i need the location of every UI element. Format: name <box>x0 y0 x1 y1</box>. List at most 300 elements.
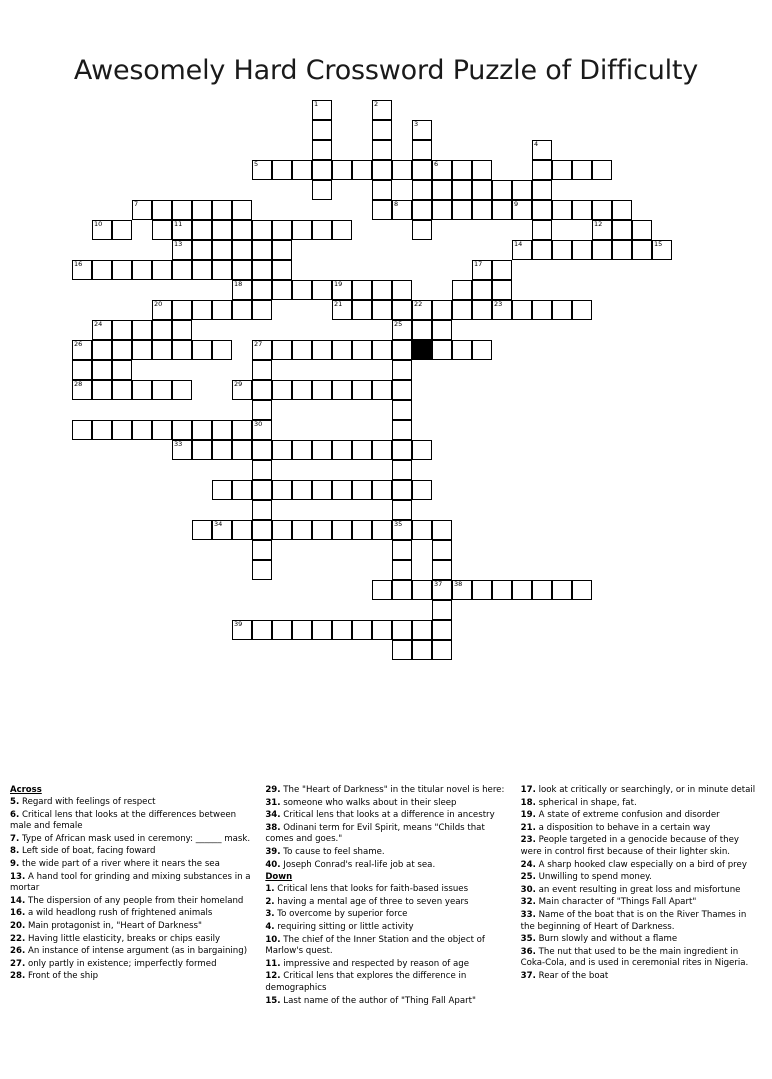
grid-cell[interactable] <box>132 380 152 400</box>
grid-cell[interactable] <box>92 260 112 280</box>
grid-cell[interactable] <box>252 300 272 320</box>
grid-cell[interactable] <box>472 340 492 360</box>
grid-cell[interactable] <box>292 480 312 500</box>
grid-cell[interactable] <box>112 420 132 440</box>
grid-cell[interactable] <box>172 420 192 440</box>
grid-cell[interactable] <box>272 480 292 500</box>
grid-cell[interactable] <box>392 320 412 340</box>
grid-cell[interactable] <box>532 240 552 260</box>
grid-cell[interactable] <box>92 420 112 440</box>
grid-cell[interactable] <box>392 580 412 600</box>
grid-cell[interactable] <box>212 340 232 360</box>
grid-cell-number: 24 <box>94 320 103 328</box>
grid-cell[interactable] <box>392 620 412 640</box>
grid-cell[interactable] <box>392 420 412 440</box>
grid-cell[interactable] <box>612 220 632 240</box>
grid-cell[interactable] <box>292 440 312 460</box>
grid-cell[interactable] <box>392 520 412 540</box>
grid-cell[interactable] <box>252 440 272 460</box>
grid-cell[interactable] <box>332 620 352 640</box>
grid-cell[interactable] <box>212 480 232 500</box>
grid-cell[interactable] <box>552 160 572 180</box>
grid-cell[interactable] <box>392 500 412 520</box>
grid-cell[interactable] <box>372 620 392 640</box>
grid-cell[interactable] <box>492 260 512 280</box>
grid-cell[interactable] <box>252 360 272 380</box>
grid-cell[interactable] <box>272 440 292 460</box>
grid-cell[interactable] <box>332 440 352 460</box>
clue-item-down-1: 2. having a mental age of three to seven years <box>265 896 469 907</box>
grid-cell[interactable] <box>392 360 412 380</box>
grid-cell[interactable] <box>152 300 172 320</box>
grid-cell[interactable] <box>312 520 332 540</box>
grid-cell[interactable] <box>232 380 252 400</box>
grid-cell[interactable] <box>132 320 152 340</box>
grid-cell[interactable] <box>312 120 332 140</box>
grid-cell[interactable] <box>372 200 392 220</box>
grid-cell[interactable] <box>332 480 352 500</box>
grid-cell[interactable] <box>352 440 372 460</box>
grid-cell[interactable] <box>252 540 272 560</box>
grid-cell[interactable] <box>332 220 352 240</box>
grid-cell[interactable] <box>152 420 172 440</box>
grid-cell[interactable] <box>192 220 212 240</box>
grid-cell[interactable] <box>412 440 432 460</box>
grid-cell[interactable] <box>172 300 192 320</box>
grid-cell[interactable] <box>172 220 192 240</box>
grid-cell-number: 13 <box>174 240 183 248</box>
grid-cell[interactable] <box>272 620 292 640</box>
grid-cell[interactable] <box>372 340 392 360</box>
grid-cell[interactable] <box>372 300 392 320</box>
clue-item-down-9: 18. spherical in shape, fat. <box>520 797 637 808</box>
clue-item-across-3: 8. Left side of boat, facing foward <box>10 846 156 857</box>
grid-cell[interactable] <box>432 640 452 660</box>
grid-cell[interactable] <box>192 200 212 220</box>
grid-cell[interactable] <box>352 380 372 400</box>
grid-cell[interactable] <box>632 220 652 240</box>
grid-cell[interactable] <box>412 620 432 640</box>
clue-item-down-19: 36. The nut that used to be the main ingredient in Coka-Cola, and is used in ceremonial rites in Nigeria. <box>520 946 749 969</box>
grid-cell[interactable] <box>372 280 392 300</box>
grid-cell[interactable] <box>312 160 332 180</box>
clue-item-down-10: 19. A state of extreme confusion and disorder <box>520 810 720 821</box>
grid-cell[interactable] <box>112 220 132 240</box>
grid-cell[interactable] <box>532 160 552 180</box>
grid-cell[interactable] <box>132 260 152 280</box>
clue-item-down-17: 33. Name of the boat that is on the River Thames in the beginning of Heart of Darkness. <box>520 909 747 932</box>
grid-cell[interactable] <box>492 580 512 600</box>
grid-cell[interactable] <box>152 320 172 340</box>
grid-cell[interactable] <box>532 140 552 160</box>
grid-cell[interactable] <box>252 340 272 360</box>
grid-cell[interactable] <box>472 300 492 320</box>
grid-cell[interactable] <box>452 280 472 300</box>
grid-cell[interactable] <box>112 340 132 360</box>
grid-cell[interactable] <box>552 300 572 320</box>
grid-cell[interactable] <box>312 380 332 400</box>
grid-cell[interactable] <box>432 300 452 320</box>
grid-cell[interactable] <box>552 200 572 220</box>
grid-cell[interactable] <box>252 220 272 240</box>
crossword-grid <box>0 100 772 700</box>
grid-cell[interactable] <box>292 340 312 360</box>
grid-cell[interactable] <box>212 260 232 280</box>
clues-column-1 <box>10 785 251 1008</box>
grid-cell[interactable] <box>132 420 152 440</box>
grid-cell-number: 17 <box>474 260 483 268</box>
grid-cell[interactable] <box>192 520 212 540</box>
grid-cell[interactable] <box>432 520 452 540</box>
grid-cell[interactable] <box>252 500 272 520</box>
grid-cell[interactable] <box>452 300 472 320</box>
grid-cell[interactable] <box>192 420 212 440</box>
grid-cell[interactable] <box>252 240 272 260</box>
grid-cell[interactable] <box>352 340 372 360</box>
grid-cell[interactable] <box>132 340 152 360</box>
grid-cell[interactable] <box>412 580 432 600</box>
grid-cell[interactable] <box>232 240 252 260</box>
grid-cell[interactable] <box>472 200 492 220</box>
grid-cell[interactable] <box>332 300 352 320</box>
grid-cell[interactable] <box>452 580 472 600</box>
grid-cell[interactable] <box>172 260 192 280</box>
grid-cell[interactable] <box>652 240 672 260</box>
grid-cell[interactable] <box>312 220 332 240</box>
grid-cell[interactable] <box>512 300 532 320</box>
grid-cell[interactable] <box>172 440 192 460</box>
grid-cell[interactable] <box>552 240 572 260</box>
grid-cell[interactable] <box>232 260 252 280</box>
grid-cell[interactable] <box>372 160 392 180</box>
grid-cell[interactable] <box>192 240 212 260</box>
grid-cell[interactable] <box>392 640 412 660</box>
clue-item-across-2: 7. Type of African mask used in ceremony: ______ mask. <box>10 833 251 844</box>
grid-cell[interactable] <box>312 140 332 160</box>
grid-cell[interactable] <box>272 380 292 400</box>
grid-cell[interactable] <box>372 140 392 160</box>
grid-cell[interactable] <box>312 100 332 120</box>
grid-cell[interactable] <box>412 320 432 340</box>
grid-cell[interactable] <box>372 440 392 460</box>
grid-cell[interactable] <box>392 300 412 320</box>
grid-cell[interactable] <box>392 340 412 360</box>
grid-cell[interactable] <box>252 260 272 280</box>
grid-cell[interactable] <box>432 320 452 340</box>
grid-cell[interactable] <box>152 340 172 360</box>
grid-cell[interactable] <box>332 340 352 360</box>
grid-cell[interactable] <box>92 220 112 240</box>
grid-cell[interactable] <box>192 340 212 360</box>
grid-cell-number: 21 <box>334 300 343 308</box>
grid-cell[interactable] <box>252 380 272 400</box>
grid-cell[interactable] <box>312 440 332 460</box>
grid-cell[interactable] <box>292 280 312 300</box>
grid-cell[interactable] <box>172 240 192 260</box>
grid-cell[interactable] <box>352 280 372 300</box>
grid-cell[interactable] <box>72 380 92 400</box>
clue-item-across-11: 27. only partly in existence; imperfectly formed <box>10 958 217 969</box>
grid-cell[interactable] <box>592 220 612 240</box>
clue-item-across-14: 31. someone who walks about in their sleep <box>265 797 457 808</box>
clue-item-down-6: 12. Critical lens that explores the difference in demographics <box>265 971 467 993</box>
grid-cell[interactable] <box>192 260 212 280</box>
grid-cell[interactable] <box>392 200 412 220</box>
grid-cell[interactable] <box>292 520 312 540</box>
clue-item-down-0: 1. Critical lens that looks for faith-based issues <box>265 884 469 895</box>
grid-cell[interactable] <box>532 580 552 600</box>
grid-cell[interactable] <box>452 160 472 180</box>
grid-cell[interactable] <box>272 340 292 360</box>
grid-cell[interactable] <box>252 400 272 420</box>
grid-cell[interactable] <box>292 220 312 240</box>
clue-item-down-5: 11. impressive and respected by reason of age <box>265 958 470 969</box>
grid-cell[interactable] <box>412 140 432 160</box>
grid-cell[interactable] <box>412 160 432 180</box>
clue-list-down-part2 <box>521 785 762 983</box>
clues-column-3 <box>521 785 762 1008</box>
grid-cell[interactable] <box>432 340 452 360</box>
grid-cell[interactable] <box>492 300 512 320</box>
grid-cell[interactable] <box>632 240 652 260</box>
grid-cell[interactable] <box>332 520 352 540</box>
grid-cell[interactable] <box>272 160 292 180</box>
grid-cell-number: 4 <box>534 140 539 148</box>
grid-cell[interactable] <box>572 200 592 220</box>
grid-cell[interactable] <box>392 460 412 480</box>
grid-cell[interactable] <box>412 640 432 660</box>
grid-cell[interactable] <box>152 200 172 220</box>
grid-cell[interactable] <box>412 200 432 220</box>
grid-cell[interactable] <box>492 280 512 300</box>
grid-cell[interactable] <box>92 340 112 360</box>
grid-cell-number: 16 <box>74 260 83 268</box>
grid-cell[interactable] <box>112 360 132 380</box>
clue-item-across-0: 5. Regard with feelings of respect <box>10 797 156 807</box>
grid-cell[interactable] <box>112 320 132 340</box>
grid-cell[interactable] <box>392 380 412 400</box>
grid-cell[interactable] <box>452 180 472 200</box>
grid-cell[interactable] <box>412 220 432 240</box>
grid-cell[interactable] <box>312 280 332 300</box>
grid-cell[interactable] <box>232 440 252 460</box>
clue-item-across-6: 14. The dispersion of any people from their homeland <box>10 895 244 906</box>
grid-cell[interactable] <box>352 620 372 640</box>
grid-cell-number: 15 <box>654 240 663 248</box>
clue-item-down-16: 32. Main character of "Things Fall Apart" <box>520 897 697 908</box>
grid-cell[interactable] <box>232 620 252 640</box>
grid-cell[interactable] <box>72 340 92 360</box>
grid-cell[interactable] <box>212 520 232 540</box>
grid-cell[interactable] <box>232 200 252 220</box>
grid-cell[interactable] <box>272 220 292 240</box>
grid-cell[interactable] <box>392 400 412 420</box>
clue-item-across-12: 28. Front of the ship <box>10 971 99 982</box>
grid-cell[interactable] <box>392 160 412 180</box>
grid-cell[interactable] <box>252 160 272 180</box>
grid-cell[interactable] <box>512 580 532 600</box>
grid-cell[interactable] <box>372 120 392 140</box>
grid-cell[interactable] <box>232 520 252 540</box>
grid-cell[interactable] <box>92 380 112 400</box>
grid-cell[interactable] <box>112 260 132 280</box>
grid-cell[interactable] <box>592 200 612 220</box>
grid-cell[interactable] <box>432 180 452 200</box>
grid-cell[interactable] <box>212 220 232 240</box>
grid-cell[interactable] <box>232 220 252 240</box>
grid-cell[interactable] <box>512 240 532 260</box>
grid-cell[interactable] <box>352 300 372 320</box>
grid-cell[interactable] <box>432 200 452 220</box>
grid-cell[interactable] <box>152 220 172 240</box>
clue-list-across-part2 <box>265 785 506 871</box>
grid-cell[interactable] <box>512 200 532 220</box>
grid-cell[interactable] <box>532 180 552 200</box>
grid-cell[interactable] <box>92 320 112 340</box>
grid-cell-number: 18 <box>234 280 243 288</box>
grid-cell[interactable] <box>572 580 592 600</box>
grid-cell[interactable] <box>412 120 432 140</box>
grid-cell[interactable] <box>352 480 372 500</box>
grid-cell[interactable] <box>472 160 492 180</box>
grid-cell[interactable] <box>252 280 272 300</box>
grid-cell-number: 26 <box>74 340 83 348</box>
grid-cell[interactable] <box>372 380 392 400</box>
grid-cell[interactable] <box>152 380 172 400</box>
grid-cell[interactable] <box>72 420 92 440</box>
grid-cell[interactable] <box>472 280 492 300</box>
grid-cell[interactable] <box>112 380 132 400</box>
grid-cell[interactable] <box>432 580 452 600</box>
grid-cell[interactable] <box>192 440 212 460</box>
grid-cell[interactable] <box>372 180 392 200</box>
grid-cell[interactable] <box>432 620 452 640</box>
grid-cell[interactable] <box>272 520 292 540</box>
grid-cell[interactable] <box>412 480 432 500</box>
grid-cell[interactable] <box>292 380 312 400</box>
grid-cell[interactable] <box>212 420 232 440</box>
grid-cell[interactable] <box>252 520 272 540</box>
grid-cell[interactable] <box>272 280 292 300</box>
grid-cell[interactable] <box>392 480 412 500</box>
grid-cell[interactable] <box>432 540 452 560</box>
grid-cell[interactable] <box>392 280 412 300</box>
grid-cell[interactable] <box>212 300 232 320</box>
grid-cell[interactable] <box>572 300 592 320</box>
grid-cell[interactable] <box>432 560 452 580</box>
grid-cell[interactable] <box>532 300 552 320</box>
grid-cell[interactable] <box>572 240 592 260</box>
grid-cell[interactable] <box>612 240 632 260</box>
grid-cell-number: 11 <box>174 220 183 228</box>
grid-cell-number: 30 <box>254 420 263 428</box>
grid-cell[interactable] <box>292 160 312 180</box>
grid-cell[interactable] <box>252 480 272 500</box>
grid-cell[interactable] <box>232 280 252 300</box>
grid-cell-number: 3 <box>414 120 419 128</box>
grid-cell[interactable] <box>92 360 112 380</box>
grid-cell[interactable] <box>372 480 392 500</box>
grid-cell[interactable] <box>172 380 192 400</box>
grid-cell[interactable] <box>152 260 172 280</box>
grid-cell[interactable] <box>232 300 252 320</box>
grid-cell[interactable] <box>392 440 412 460</box>
grid-cell[interactable] <box>252 460 272 480</box>
grid-cell[interactable] <box>252 620 272 640</box>
grid-cell[interactable] <box>432 160 452 180</box>
grid-cell[interactable] <box>392 540 412 560</box>
grid-cell[interactable] <box>312 620 332 640</box>
grid-cell[interactable] <box>212 240 232 260</box>
grid-cell[interactable] <box>272 240 292 260</box>
grid-cell[interactable] <box>252 560 272 580</box>
grid-cell[interactable] <box>72 360 92 380</box>
grid-cell-number: 22 <box>414 300 423 308</box>
grid-cell[interactable] <box>332 160 352 180</box>
clue-item-across-9: 22. Having little elasticity, breaks or chips easily <box>10 933 221 944</box>
grid-cell[interactable] <box>292 620 312 640</box>
grid-cell[interactable] <box>552 580 572 600</box>
grid-cell[interactable] <box>492 180 512 200</box>
grid-cell[interactable] <box>492 200 512 220</box>
grid-cell-number: 14 <box>514 240 523 248</box>
grid-cell[interactable] <box>272 260 292 280</box>
grid-cell[interactable] <box>372 520 392 540</box>
grid-cell[interactable] <box>352 160 372 180</box>
grid-cell[interactable] <box>472 180 492 200</box>
grid-cell[interactable] <box>472 580 492 600</box>
grid-cell[interactable] <box>412 180 432 200</box>
grid-cell[interactable] <box>312 180 332 200</box>
grid-cell[interactable] <box>212 440 232 460</box>
grid-cell[interactable] <box>332 280 352 300</box>
grid-cell[interactable] <box>172 320 192 340</box>
grid-cell[interactable] <box>72 260 92 280</box>
grid-cell[interactable] <box>532 200 552 220</box>
grid-cell[interactable] <box>412 300 432 320</box>
grid-cell-number: 39 <box>234 620 243 628</box>
grid-cell[interactable] <box>172 200 192 220</box>
grid-cell[interactable] <box>592 240 612 260</box>
grid-cell[interactable] <box>472 260 492 280</box>
grid-cell[interactable] <box>132 200 152 220</box>
grid-cell[interactable] <box>592 160 612 180</box>
grid-cell[interactable] <box>372 100 392 120</box>
grid-cell[interactable] <box>572 160 592 180</box>
grid-cell[interactable] <box>452 200 472 220</box>
grid-cell[interactable] <box>212 200 232 220</box>
grid-cell[interactable] <box>312 480 332 500</box>
grid-cell[interactable] <box>252 420 272 440</box>
grid-cell[interactable] <box>532 220 552 240</box>
grid-cell[interactable] <box>432 600 452 620</box>
grid-cell[interactable] <box>172 340 192 360</box>
grid-cell[interactable] <box>312 340 332 360</box>
grid-cell-number: 25 <box>394 320 403 328</box>
grid-cell[interactable] <box>512 180 532 200</box>
grid-cell[interactable] <box>392 560 412 580</box>
grid-cell[interactable] <box>232 420 252 440</box>
grid-cell[interactable] <box>332 380 352 400</box>
grid-cell[interactable] <box>612 200 632 220</box>
grid-cell[interactable] <box>352 520 372 540</box>
grid-cell[interactable] <box>452 340 472 360</box>
grid-cell[interactable] <box>372 580 392 600</box>
grid-cell-number: 28 <box>74 380 83 388</box>
grid-cell[interactable] <box>192 300 212 320</box>
grid-cell[interactable] <box>232 480 252 500</box>
grid-cell[interactable] <box>412 520 432 540</box>
